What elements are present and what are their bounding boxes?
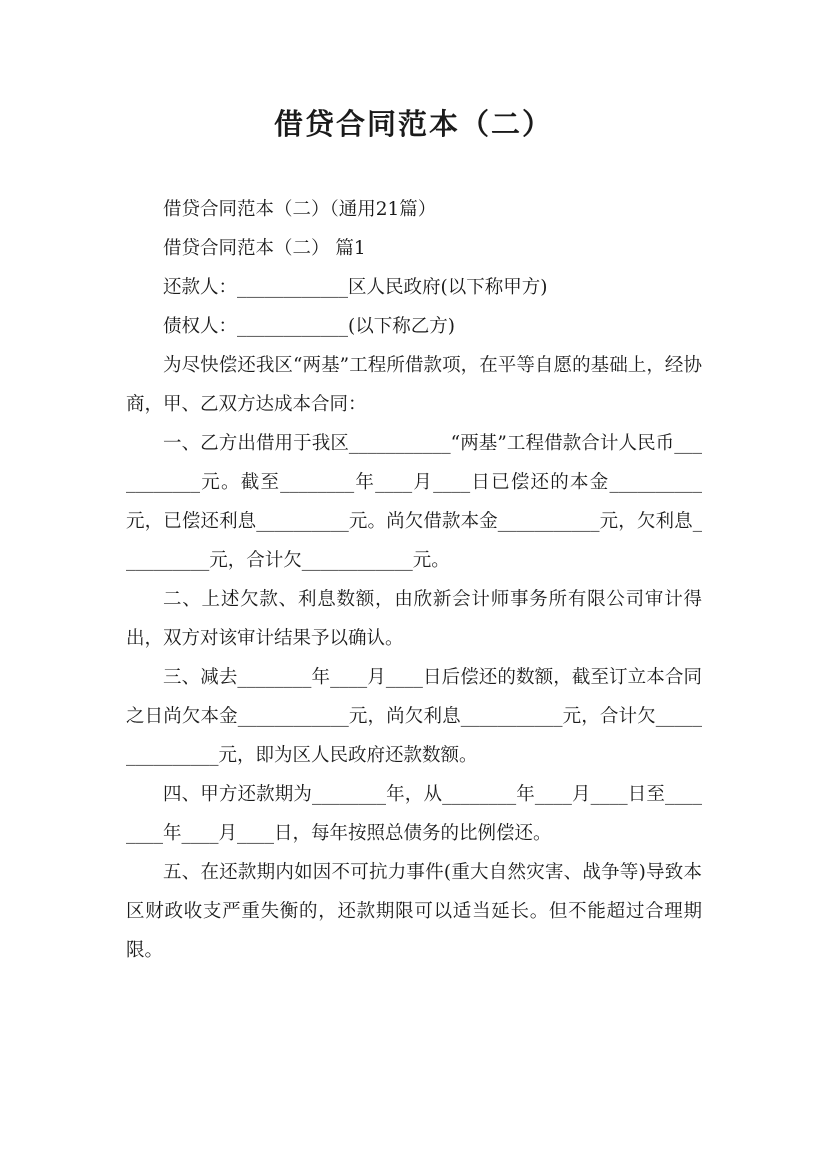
paragraph-clause-3: 三、减去________年____月____日后偿还的数额，截至订立本合同之日尚欠本金____________元，尚欠利息___________元，合计欠_______________元，即为区人民政府还款数额。 xyxy=(126,667,702,766)
paragraph-clause-2: 二、上述欠款、利息数额，由欣新会计师事务所有限公司审计得出，双方对该审计结果予以确认。 xyxy=(126,589,702,649)
paragraph-clause-4: 四、甲方还款期为________年，从________年____月____日至________年____月____日，每年按照总债务的比例偿还。 xyxy=(126,784,702,844)
paragraph-repayer: 还款人：____________区人民政府(以下称甲方) xyxy=(163,277,548,298)
paragraph-subtitle: 借贷合同范本（二）（通用21篇） xyxy=(163,199,437,220)
document-body xyxy=(126,190,702,970)
paragraph-preamble: 为尽快偿还我区“两基”工程所借款项，在平等自愿的基础上，经协商，甲、乙双方达成本合同： xyxy=(126,355,702,415)
paragraph-clause-5: 五、在还款期内如因不可抗力事件(重大自然灾害、战争等)导致本区财政收支严重失衡的，还款期限可以适当延长。但不能超过合理期限。 xyxy=(126,862,702,961)
paragraph-section-heading: 借贷合同范本（二） 篇1 xyxy=(163,238,366,259)
paragraph-clause-1: 一、乙方出借用于我区___________“两基”工程借款合计人民币___________元。截至________年____月____日已偿还的本金__________元，已偿还利息__________元。尚欠借款本金___________元，欠利息__________元，合计欠____________元。 xyxy=(126,433,702,571)
paragraph-creditor: 债权人：____________(以下称乙方) xyxy=(163,316,455,337)
document-title: 借贷合同范本（二） xyxy=(273,107,553,141)
